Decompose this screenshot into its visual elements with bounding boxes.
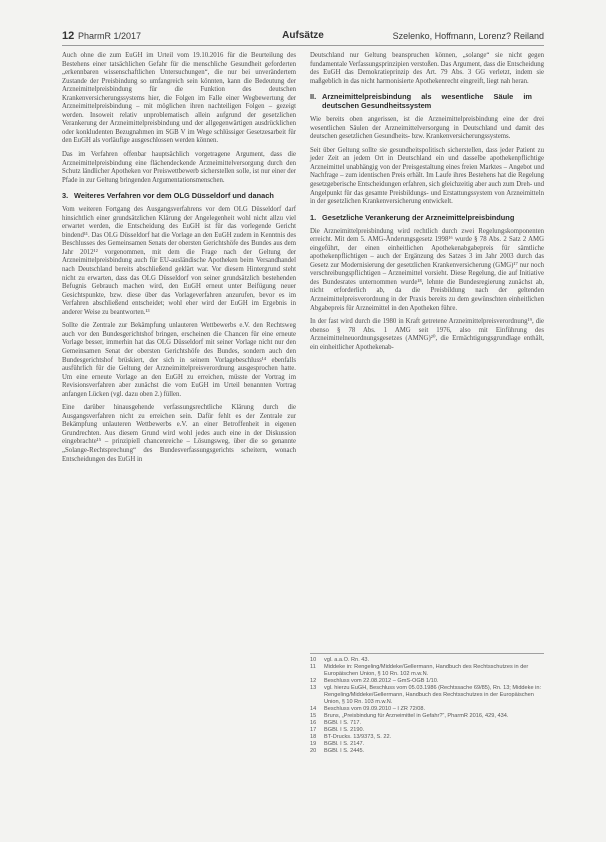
journal-name: PharmR 1/2017 xyxy=(78,31,142,41)
paragraph: Eine darüber hinausgehende verfassungsrechtliche Klärung durch die Ausgangsverfahren nicht zu erreichen sein. Dafür fehlt es der Zentrale zur Bekämpfung unlauteren Wettbewerbs e.V. an einer Betroffenheit in eigenen Grundrechten. Aus diesem Grund wird wohl jedes auch eine in der Diskussion eingebrachte¹⁵ – prinzipiell chancenreiche – Lösungsweg, über die so genannte „Solange-Rechtsprechung“ des Bundesverfassungsgerichts scheitern, wonach Entscheidungen des EuGH in xyxy=(62,404,296,463)
footnote-text: BT-Drucks. 13/9373, S. 22. xyxy=(324,734,392,740)
authors: Szelenko, Hoffmann, Lorenz? Reiland xyxy=(392,31,544,41)
footnote-text: Middeke in: Rengeling/Middeke/Gellermann, Handbuch des Rechtsschutzes in der Europäischen Union, § 10 Rn. 102 m.w.N. xyxy=(324,664,529,677)
running-header xyxy=(62,30,544,44)
footnote xyxy=(310,741,544,748)
right-column xyxy=(310,52,544,357)
footnote-text: Beschluss vom 09.09.2010 – I ZR 72/08. xyxy=(324,706,426,712)
footnote xyxy=(310,657,544,664)
footnote-number: 17 xyxy=(310,727,317,733)
footnote-text: BGBl. I S. 2190. xyxy=(324,727,365,733)
footnote xyxy=(310,727,544,734)
footnote xyxy=(310,678,544,685)
footnote-text: vgl. a.a.O. Rn. 43. xyxy=(324,657,370,663)
paragraph: Vom weiteren Fortgang des Ausgangsverfahrens vor dem OLG Düsseldorf darf hinsichtlich einer grundsätzlichen Klärung der Angelegenheit wohl nicht allzu viel erwartet werden, die Entscheidung des EuGH ist für das vorlegende Gericht bindend¹¹. Das OLG Düsseldorf hat die Vorlage an den EuGH zudem in Kenntnis des Beschlusses des Gemeinsamen Senats der obersten Gerichtshöfe des Bundes aus dem Jahr 2012¹² vorgenommen, mit dem die Frage nach der Geltung der Arzneimittelpreisbindung auch für EU-ausländische Apotheken beim Versandhandel nach Deutschland bereits abschließend geklärt war. Vor diesem Hintergrund steht nicht zu erwarten, dass das OLG Düsseldorf von seiner grundsätzlich bestehenden Befugnis Gebrauch machen wird, den EuGH erneut unter Beifügung neuer Gesichtspunkte, bzw. diese über das Vorlageverfahren anzurufen, bevor es im Verfahren abschließend entscheidet; wohl eher wird der EuGH im Ergebnis in anderer Weise zu beantworten.¹³ xyxy=(62,206,296,316)
heading-text: Weiteres Verfahren vor dem OLG Düsseldorf und danach xyxy=(74,191,274,201)
paragraph: Das im Verfahren offenbar hauptsächlich vorgetragene Argument, dass die Arzneimittelpreisbindung eine flächendeckende Arzneimittelversorgung durch den Schutz ländlicher Apotheken vor Preiswettbewerb sicherstellen solle, ist nur einer der Pfade in zur Geltung bringenden Argumentationsmenschen. xyxy=(62,151,296,184)
paragraph: Die Arzneimittelpreisbindung wird rechtlich durch zwei Regelungskomponenten erreicht. Mit dem 5. AMG-Änderungsgesetz 1998¹⁶ wurde § 78 Abs. 2 Satz 2 AMG eingeführt, der einen einheitlichen Apothekenabgabepreis für sämtliche apothekenpflichtigen – auch der Ergänzung des Satzes 3 im Jahr 2003 durch das Gesetz zur Modernisierung der gesetzlichen Krankenversicherung (GMG)¹⁷ nur noch verschreibungspflichtigen – Arzneimittel vorsieht. Diese Regelung, die auf Initiative des Bundesrates unternommen wurde¹⁸, lehnte die Bundesregierung zunächst ab, nicht erforderlich ab, da die Preisbildung nach der geltenden Arzneimittelpreisverordnung in der Praxis bereits zu dem gewünschten einheitlichen Abgabepreis für Arzneimittel in den Apotheken führe. xyxy=(310,227,544,312)
footnote xyxy=(310,664,544,678)
footnote-number: 12 xyxy=(310,678,317,684)
footnote-text: BGBl. I S. 2445. xyxy=(324,748,365,754)
footnote-text: Bruns, „Preisbindung für Arzneimittel in Gefahr?“, PharmR 2016, 429, 434. xyxy=(324,713,509,719)
heading-number: II. xyxy=(310,92,317,102)
footnote-text: BGBl. I S. 2147. xyxy=(324,741,365,747)
footnote-number: 11 xyxy=(310,664,316,670)
heading-number: 1. xyxy=(310,212,317,222)
header-rule xyxy=(62,45,544,46)
footnote-number: 20 xyxy=(310,748,317,754)
footnotes xyxy=(310,653,544,755)
footnote-number: 13 xyxy=(310,685,317,691)
footnote-text: Beschluss vom 22.08.2012 – GmS-OGB 1/10. xyxy=(324,678,439,684)
paragraph: Auch ohne die zum EuGH im Urteil vom 19.10.2016 für die Beurteilung des Bestehens einer tatsächlichen Gefahr für die menschliche Gesundheit geforderten „erkennbaren wissenschaftlichen Untersuchungen“, die nur bei unverändertem Zustande der Preisbindung so umfangreich sein könnten, kann die Bedeutung der Arzneimittelpreisbindung für die Funktion des deutschen Krankenversicherungssystems hier, die Folgen im Falle einer Wegbewertung der Arzneimittelpreisbindung – mit möglichen ihren nachteiligen Folgen – gezeigt werden. Insoweit relativ unproblematisch allein aufgrund der gesetzlichen Verankerung der Arzneimittelpreisbindung und der allgegenwärtigen ausdrücklichen oder konkludenten Bezugnahmen im SGB V im Wege schlüssiger Gesetzesarbeit für den EuGH als vorläufige ausgeschlossen werden können. xyxy=(62,52,296,145)
paragraph: Seit über Geltung sollte sie gesundheitspolitisch sicherstellen, dass jeder Patient zu jeder Zeit an jedem Ort in Deutschland ein und dasselbe apothekenpflichtige Arzneimittel unabhängig von der Preisgestaltung eines freien Marktes – Angebot und Nachfrage – zum identischen Preis erhält. Im Laufe ihres Bestehens hat die Regelung gesetzgeberische Entscheidungen erfahren, sich gleichzeitig aber auch zum Dreh- und Angelpunkt für das gesamte Preisbildungs- und Erstattungssystem von Arzneimitteln in der gesetzlichen Krankenversicherung entwickelt. xyxy=(310,146,545,206)
footnote-number: 14 xyxy=(310,706,317,712)
footnote-text: BGBl. I S. 717. xyxy=(324,720,361,726)
heading-text: Gesetzliche Verankerung der Arzneimittelpreisbindung xyxy=(322,212,515,222)
footnote xyxy=(310,713,544,720)
footnote xyxy=(310,734,544,741)
footnote-number: 10 xyxy=(310,657,317,663)
paragraph: In der fast wird durch die 1980 in Kraft getretene Arzneimittelpreisverordnung¹⁹, die ebenso § 78 Abs. 1 AMG seit 1976, also mit Einführung des Arzneimittelneuordnungsgesetzes (AMNG)²⁰, die Ermächtigungsgrundlage enthält, ein einheitlicher Apothekenab- xyxy=(310,318,544,351)
page-number: 12 xyxy=(62,30,75,42)
paragraph: Deutschland nur Geltung beanspruchen können, „solange“ sie nicht gegen fundamentale Verfassungsprinzipien verstoßen. Das Argument, dass die Entscheidung des EuGH das Demokratieprinzip des Art. 79 Abs. 3 GG verletzt, indem sie maßgeblich in das nicht harmonisierte Apothekenrecht eingreift, liegt nah heran. xyxy=(310,52,544,85)
footnote-number: 15 xyxy=(310,713,317,719)
subsection-heading xyxy=(310,213,544,222)
footnote xyxy=(310,685,544,706)
footnote-number: 18 xyxy=(310,734,317,740)
footnote-number: 19 xyxy=(310,741,317,747)
footnote xyxy=(310,706,544,713)
section-heading xyxy=(62,191,296,200)
paragraph: Sollte die Zentrale zur Bekämpfung unlauteren Wettbewerbs e.V. den Rechtsweg auch vor den Bundesgerichtshof bringen, erscheinen die Chancen für eine erneute Vorlage besser, immerhin hat das OLG Düsseldorf mit seiner Vorlage nicht nur den Gemeinsamen Senat der obersten Gerichtshöfe des Bundes, sondern auch den Bundesgerichtshof brüskiert, der sich in seinem Vorlagebeschluss¹⁴ ebenfalls ausführlich für die Geltung der Arzneimittelpreisverordnung ausgesprochen hatte. Um eine erneute Vorlage an den EuGH zu erreichen, müsste der Vortrag im Revisionsverfahren aber zunächst die vom EuGH im Urteil benannten Vortrag anfangen Lücken (vgl. dazu oben 2.) füllen. xyxy=(62,322,296,398)
paragraph: Wie bereits oben angerissen, ist die Arzneimittelpreisbindung eine der drei wesentlichen Säulen der Arzneimittelversorgung in Deutschland und damit des deutschen gesetzlichen Gesundheits- bzw. Krankenversicherungssystems. xyxy=(310,116,544,141)
section-heading xyxy=(310,92,544,110)
footnote-text: vgl. hierzu EuGH, Beschluss vom 05.03.1986 (Rechtssache 69/85), Rn. 13; Middeke in: Rengeling/Middeke/Gellermann, Handbuch des Rechtsschutzes in der Europäischen Union, § 10 Rn. 103 m.w.N. xyxy=(324,685,542,705)
heading-number: 3. xyxy=(62,191,69,201)
footnote-number: 16 xyxy=(310,720,317,726)
left-column xyxy=(62,52,296,469)
footnote xyxy=(310,720,544,727)
footnote xyxy=(310,748,544,755)
heading-text: Arzneimittelpreisbindung als wesentliche Säule im deutschen Gesundheitssystem xyxy=(322,92,532,111)
section-title: Aufsätze xyxy=(282,30,324,41)
